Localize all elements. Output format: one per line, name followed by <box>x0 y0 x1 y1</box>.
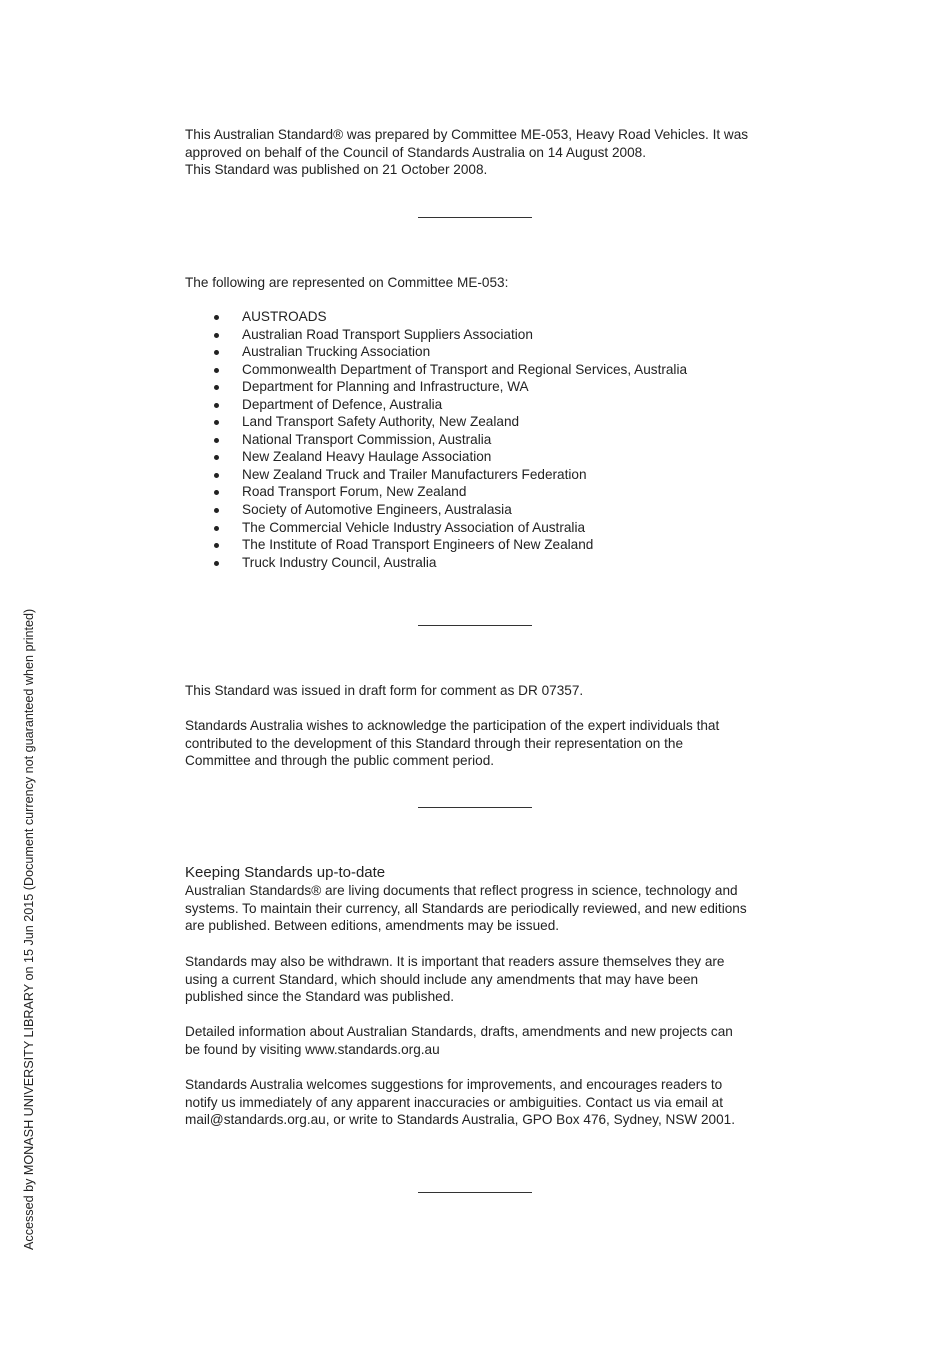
bullet-icon <box>214 438 219 443</box>
committee-member <box>185 378 775 396</box>
section-divider <box>418 625 532 626</box>
acknowledgement-line-1: Standards Australia wishes to acknowledge the participation of the expert individuals that <box>185 718 720 733</box>
committee-member <box>185 326 775 344</box>
committee-member-name: Australian Trucking Association <box>242 344 431 360</box>
draft-info <box>185 682 775 700</box>
committee-member <box>185 448 775 466</box>
acknowledgement <box>185 717 775 770</box>
bullet-icon <box>214 561 219 566</box>
bullet-icon <box>214 490 219 495</box>
withdrawn-paragraph <box>185 953 775 1006</box>
committee-section <box>185 274 775 292</box>
committee-member-name: The Commercial Vehicle Industry Association of Australia <box>242 519 586 535</box>
uptodate-section <box>185 864 775 935</box>
bullet-icon <box>214 350 219 355</box>
bullet-icon <box>214 420 219 425</box>
uptodate-heading: Keeping Standards up-to-date <box>185 864 386 881</box>
committee-member-name: Truck Industry Council, Australia <box>242 554 437 570</box>
committee-member <box>185 466 775 484</box>
info-paragraph <box>185 1023 775 1058</box>
committee-member <box>185 396 775 414</box>
committee-member-name: Commonwealth Department of Transport and Regional Services, Australia <box>242 361 688 377</box>
committee-member <box>185 483 775 501</box>
committee-member <box>185 554 775 572</box>
committee-member-name: The Institute of Road Transport Engineers of New Zealand <box>242 537 594 553</box>
bullet-icon <box>214 526 219 531</box>
bullet-icon <box>214 543 219 548</box>
committee-member-name: Road Transport Forum, New Zealand <box>242 484 467 500</box>
publication-line-2: approved on behalf of the Council of Standards Australia on 14 August 2008. <box>185 144 647 160</box>
uptodate-p2-line-1: Standards may also be withdrawn. It is important that readers assure themselves they are <box>185 954 725 969</box>
publication-info <box>185 126 775 179</box>
publication-line-3: This Standard was published on 21 October 2008. <box>185 162 488 178</box>
committee-member-name: Land Transport Safety Authority, New Zealand <box>242 414 520 430</box>
committee-member <box>185 361 775 379</box>
acknowledgement-line-3: Committee and through the public comment period. <box>185 753 495 769</box>
committee-heading: The following are represented on Committee ME-053: <box>185 275 509 290</box>
committee-member-name: Society of Automotive Engineers, Australasia <box>242 502 512 518</box>
committee-member-name: AUSTROADS <box>242 309 327 324</box>
committee-member-name: National Transport Commission, Australia <box>242 431 492 447</box>
access-margin-note: Accessed by MONASH UNIVERSITY LIBRARY on 15 Jun 2015 (Document currency not guaranteed when printed) <box>22 608 36 1250</box>
uptodate-p4-line-1: Standards Australia welcomes suggestions for improvements, and encourages readers to <box>185 1077 723 1092</box>
draft-issued-text: This Standard was issued in draft form for comment as DR 07357. <box>185 683 584 698</box>
committee-member-name: New Zealand Heavy Haulage Association <box>242 449 492 465</box>
section-divider <box>418 217 532 218</box>
uptodate-p2-line-3: published since the Standard was published. <box>185 989 455 1005</box>
section-divider <box>418 1192 532 1193</box>
committee-member-name: Australian Road Transport Suppliers Association <box>242 326 533 342</box>
uptodate-p4-line-3: mail@standards.org.au, or write to Standards Australia, GPO Box 476, Sydney, NSW 2001. <box>185 1112 736 1128</box>
committee-member <box>185 536 775 554</box>
committee-member-name: Department of Defence, Australia <box>242 396 443 412</box>
uptodate-p3-line-1: Detailed information about Australian Standards, drafts, amendments and new projects can <box>185 1024 733 1039</box>
suggestions-paragraph <box>185 1076 775 1129</box>
bullet-icon <box>214 473 219 478</box>
committee-list-wrapper <box>185 308 775 571</box>
uptodate-p1-line-1: Australian Standards® are living documents that reflect progress in science, technology and <box>185 883 738 898</box>
committee-member <box>185 413 775 431</box>
uptodate-p1-line-3: are published. Between editions, amendments may be issued. <box>185 918 560 934</box>
bullet-icon <box>214 455 219 460</box>
bullet-icon <box>214 508 219 513</box>
bullet-icon <box>214 333 219 338</box>
section-divider <box>418 807 532 808</box>
bullet-icon <box>214 315 219 320</box>
uptodate-p2-line-2: using a current Standard, which should include any amendments that may have been <box>185 971 699 987</box>
committee-member-name: New Zealand Truck and Trailer Manufacturers Federation <box>242 466 587 482</box>
committee-member <box>185 519 775 537</box>
publication-line-1: This Australian Standard® was prepared by Committee ME-053, Heavy Road Vehicles. It was <box>185 127 749 142</box>
uptodate-p1-line-2: systems. To maintain their currency, all Standards are periodically reviewed, and new editions <box>185 900 747 916</box>
acknowledgement-line-2: contributed to the development of this Standard through their representation on the <box>185 735 684 751</box>
uptodate-p4-line-2: notify us immediately of any apparent inaccuracies or ambiguities. Contact us via email at <box>185 1094 723 1110</box>
committee-member <box>185 431 775 449</box>
committee-member <box>185 343 775 361</box>
bullet-icon <box>214 403 219 408</box>
uptodate-p3-line-2: be found by visiting www.standards.org.au <box>185 1041 440 1057</box>
bullet-icon <box>214 385 219 390</box>
committee-member <box>185 308 775 326</box>
committee-member-list <box>185 308 775 571</box>
committee-member <box>185 501 775 519</box>
bullet-icon <box>214 368 219 373</box>
committee-member-name: Department for Planning and Infrastructure, WA <box>242 379 529 395</box>
